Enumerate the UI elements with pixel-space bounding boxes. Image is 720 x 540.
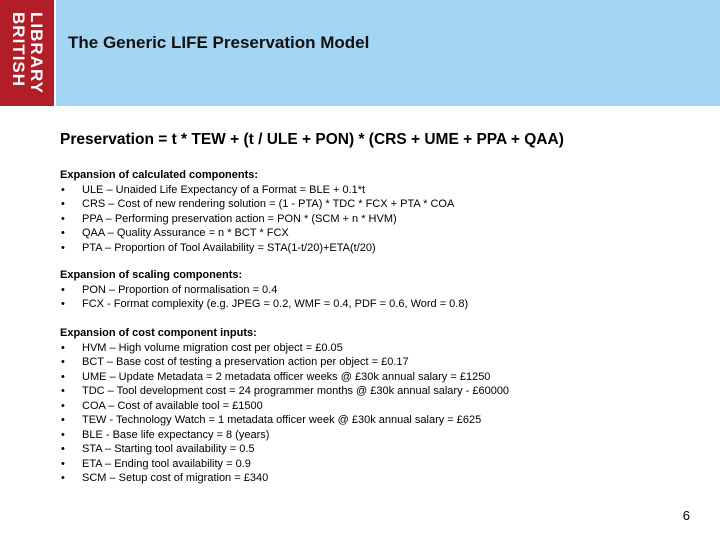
- list-item-text: TEW - Technology Watch = 1 metadata officer week @ £30k annual salary = £625: [82, 414, 482, 426]
- list-item-text: PTA – Proportion of Tool Availability = STA(1-t/20)+ETA(t/20): [82, 241, 376, 254]
- list-item: [60, 384, 509, 399]
- bullet: •: [61, 457, 65, 470]
- bullet: •: [61, 298, 65, 310]
- preservation-formula: Preservation = t * TEW + (t / ULE + PON) * (CRS + UME + PPA + QAA): [60, 131, 564, 148]
- list-item: [60, 355, 509, 370]
- bullet: •: [61, 443, 65, 455]
- bullet: •: [61, 356, 65, 368]
- bullet: •: [61, 283, 65, 296]
- bullet: •: [61, 370, 65, 383]
- list-item-text: TDC – Tool development cost = 24 programmer months @ £30k annual salary - £60000: [82, 385, 510, 397]
- list-item: [60, 183, 454, 198]
- list-item: [60, 457, 509, 472]
- section-heading: Expansion of scaling components:: [60, 269, 243, 281]
- bullet: •: [61, 428, 65, 441]
- list-item: [60, 283, 468, 298]
- list-item-text: ULE – Unaided Life Expectancy of a Format = BLE + 0.1*t: [82, 183, 366, 196]
- bullet: •: [61, 183, 65, 196]
- list-item-text: PPA – Performing preservation action = PON * (SCM + n * HVM): [82, 212, 397, 225]
- list-item: [60, 297, 468, 312]
- calculated-components-section: [60, 168, 454, 255]
- list-item-text: FCX - Format complexity (e.g. JPEG = 0.2, WMF = 0.4, PDF = 0.6, Word = 0.8): [82, 298, 469, 310]
- list-item: [60, 341, 509, 356]
- list-item: [60, 428, 509, 443]
- bullet: •: [61, 341, 65, 354]
- list-item: [60, 226, 454, 241]
- list-item-text: COA – Cost of available tool = £1500: [82, 399, 263, 412]
- scaling-list: [60, 283, 468, 312]
- bullet: •: [61, 227, 65, 239]
- slide-title: The Generic LIFE Preservation Model: [68, 33, 370, 52]
- list-item: [60, 399, 509, 414]
- list-item-text: SCM – Setup cost of migration = £340: [82, 472, 269, 484]
- list-item-text: UME – Update Metadata = 2 metadata officer weeks @ £30k annual salary = £1250: [82, 370, 491, 383]
- list-item-text: ETA – Ending tool availability = 0.9: [82, 457, 251, 470]
- cost-inputs-section: [60, 326, 509, 486]
- logo-line-library: LIBRARY: [27, 12, 46, 94]
- list-item-text: HVM – High volume migration cost per object = £0.05: [82, 341, 343, 354]
- section-heading: Expansion of cost component inputs:: [60, 327, 257, 339]
- list-item: [60, 471, 509, 486]
- page-number: 6: [682, 508, 690, 523]
- list-item-text: PON – Proportion of normalisation = 0.4: [82, 283, 278, 296]
- list-item: [60, 413, 509, 428]
- list-item: [60, 241, 454, 256]
- list-item-text: CRS – Cost of new rendering solution = (1 - PTA) * TDC * FCX + PTA * COA: [82, 198, 455, 210]
- list-item-text: QAA – Quality Assurance = n * BCT * FCX: [82, 227, 289, 239]
- list-item-text: BCT – Base cost of testing a preservation action per object = £0.17: [82, 356, 409, 368]
- bullet: •: [61, 198, 65, 210]
- list-item-text: STA – Starting tool availability = 0.5: [82, 443, 255, 455]
- list-item: [60, 442, 509, 457]
- header-band: [56, 0, 720, 106]
- logo-text: [9, 12, 45, 94]
- calculated-list: [60, 183, 454, 256]
- list-item: [60, 212, 454, 227]
- section-heading: Expansion of calculated components:: [60, 169, 259, 181]
- british-library-logo: [0, 0, 54, 106]
- bullet: •: [61, 414, 65, 426]
- cost-list: [60, 341, 509, 486]
- scaling-components-section: [60, 268, 468, 312]
- list-item-text: BLE - Base life expectancy = 8 (years): [82, 428, 270, 441]
- bullet: •: [61, 212, 65, 225]
- bullet: •: [61, 472, 65, 484]
- bullet: •: [61, 241, 65, 254]
- list-item: [60, 197, 454, 212]
- bullet: •: [61, 399, 65, 412]
- bullet: •: [61, 385, 65, 397]
- logo-line-british: BRITISH: [9, 12, 28, 88]
- list-item: [60, 370, 509, 385]
